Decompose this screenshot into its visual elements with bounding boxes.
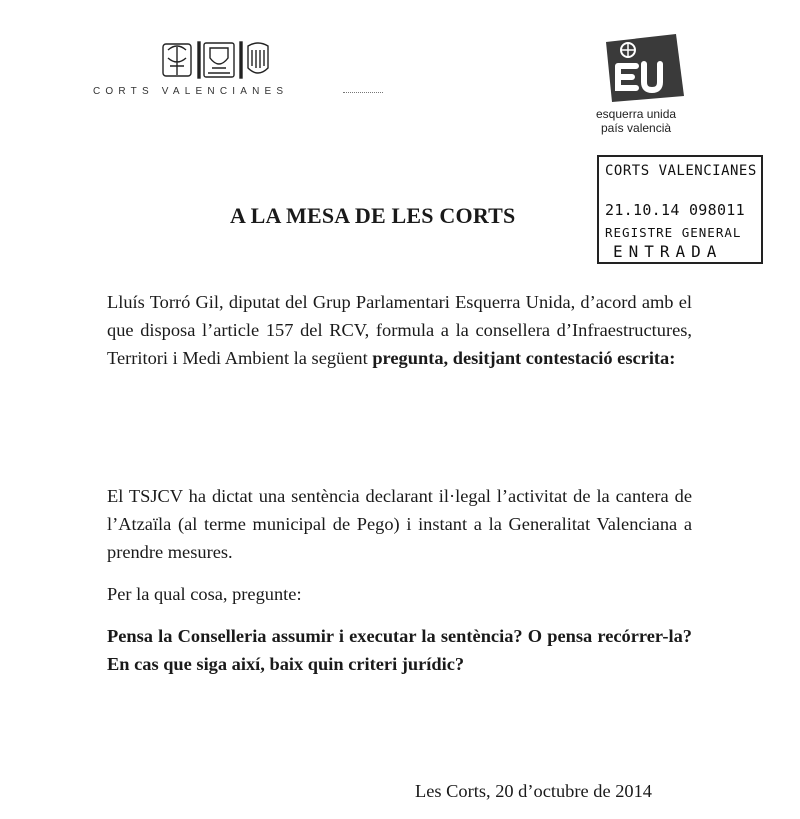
question-paragraph: Pensa la Conselleria assumir i executar la sentència? O pensa recórrer-la? En cas que siga així, baix quin criteri jurídic?	[107, 626, 692, 674]
esquerra-unida-logo	[598, 30, 688, 105]
document-title: A LA MESA DE LES CORTS	[230, 203, 516, 228]
party-name-line2: país valencià	[601, 121, 672, 135]
party-name-line1: esquerra unida	[596, 107, 677, 121]
corts-valencianes-emblem	[160, 38, 280, 80]
institution-name: CORTS VALENCIANES	[93, 86, 289, 97]
lead-in-paragraph: Per la qual cosa, pregunte:	[107, 584, 302, 604]
stamp-organization: CORTS VALENCIANES	[605, 163, 757, 179]
intro-text: Lluís Torró Gil, diputat del Grup Parlamentari Esquerra Unida, d’acord amb el que disposa l’article 157 del RCV, formula a la consellera d’Infraestructures, Territori i Medi Ambient la següent	[107, 292, 692, 368]
registry-stamp	[597, 155, 763, 264]
stamp-date-number: 21.10.14 098011	[605, 201, 745, 219]
institution-name-dots	[343, 92, 383, 93]
context-paragraph: El TSJCV ha dictat una sentència declarant il·legal l’activitat de la cantera de l’Atzaïla (al terme municipal de Pego) i instant a la Generalitat Valenciana a prendre mesures.	[107, 486, 692, 562]
stamp-registry: REGISTRE GENERAL	[605, 225, 742, 240]
stamp-entry-type: ENTRADA	[613, 242, 723, 261]
place-and-date: Les Corts, 20 d’octubre de 2014	[415, 781, 652, 801]
intro-bold-text: pregunta, desitjant contestació escrita:	[372, 348, 676, 368]
intro-paragraph	[107, 288, 692, 372]
